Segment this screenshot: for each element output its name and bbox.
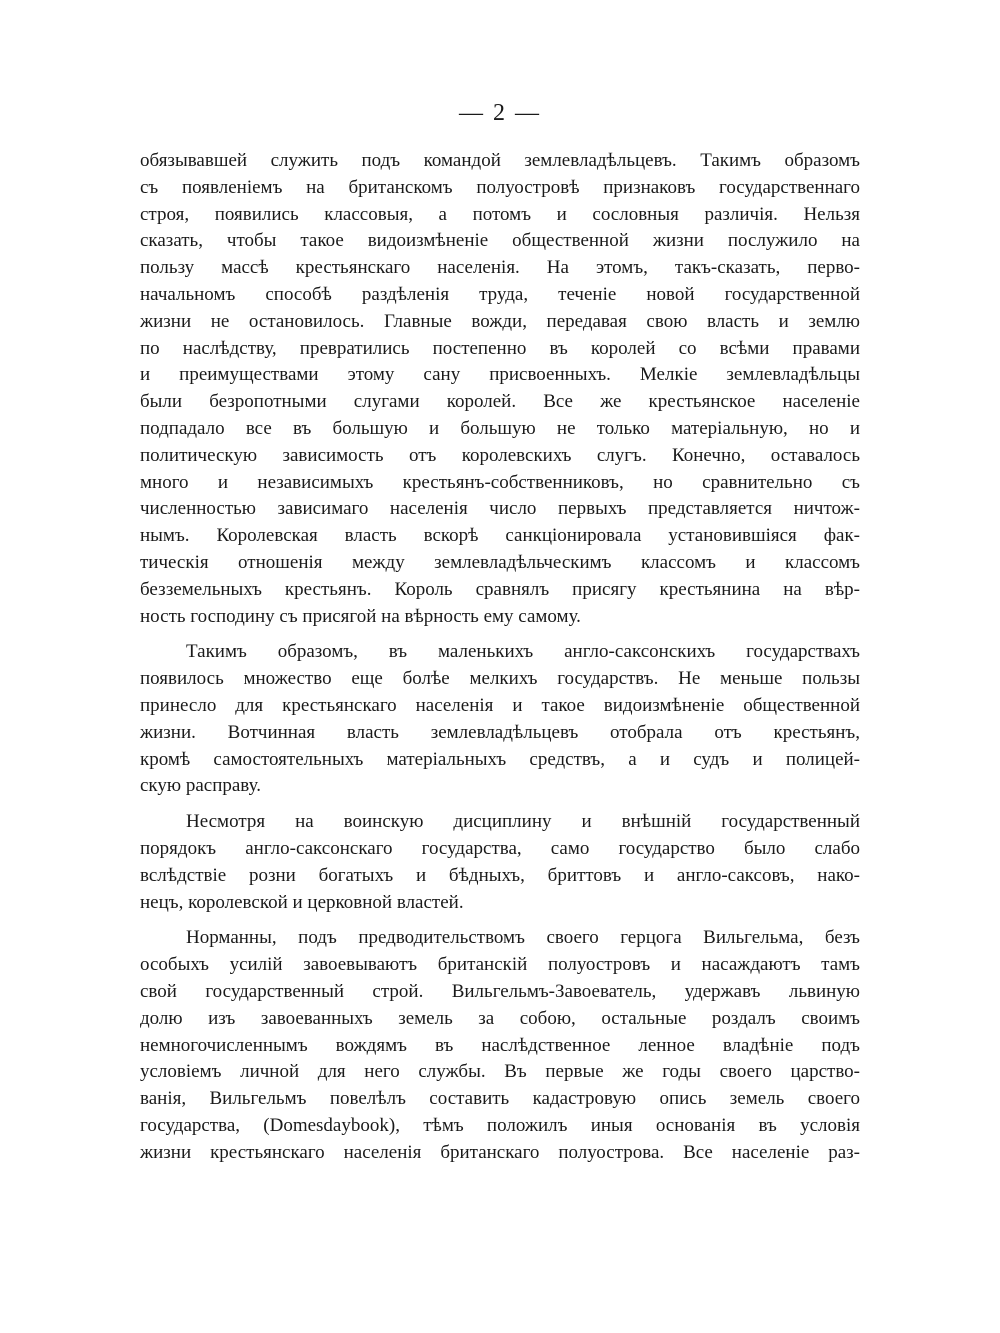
text-line: сказать, чтобы такое видоизмѣненіе общественной жизни послужило на xyxy=(140,230,860,252)
text-line: численностью зависимаго населенія число первыхъ представляется ничтож- xyxy=(140,498,860,520)
page-number: — 2 — xyxy=(459,100,541,126)
text-line: съ появленіемъ на британскомъ полуостровѣ признаковъ государственнаго xyxy=(140,176,860,198)
text-line: и преимуществами этому сану присвоенныхъ. Мелкіе землевладѣльцы xyxy=(140,364,860,386)
text-line: жизни. Вотчинная власть землевладѣльцевъ отобрала отъ крестьянъ, xyxy=(140,721,860,743)
text-line: строя, появились классовыя, а потомъ и сословныя различія. Нельзя xyxy=(140,203,860,225)
paragraph-gap xyxy=(140,630,860,639)
paragraph xyxy=(140,925,860,1166)
text-line: были безропотными слугами королей. Все же крестьянское населеніе xyxy=(140,391,860,413)
text-line: много и независимыхъ крестьянъ-собственниковъ, но сравнительно съ xyxy=(140,471,860,493)
text-line: кромѣ самостоятельныхъ матеріальныхъ средствъ, а и судъ и полицей- xyxy=(140,748,860,770)
text-line: тическія отношенія между землевладѣльческимъ классомъ и классомъ xyxy=(140,551,860,573)
text-line: ванія, Вильгельмъ повелѣлъ составить кадастровую опись земель своего xyxy=(140,1088,860,1110)
paragraph-gap xyxy=(140,916,860,925)
text-line: по наслѣдству, превратились постепенно въ королей со всѣми правами xyxy=(140,337,860,359)
paragraph xyxy=(140,148,860,630)
text-line: подпадало все въ большую и большую не только матеріальную, но и xyxy=(140,417,860,439)
text-line: ность господину съ присягой на вѣрность ему самому. xyxy=(140,605,581,627)
text-line: жизни не остановилось. Главные вожди, передавая свою власть и землю xyxy=(140,310,860,332)
text-line: свой государственный строй. Вильгельмъ-Завоеватель, удержавъ львиную xyxy=(140,980,860,1002)
text-line: Несмотря на воинскую дисциплину и внѣшній государственный xyxy=(186,811,860,833)
text-line: вслѣдствіе розни богатыхъ и бѣдныхъ, бриттовъ и англо-саксовъ, нако- xyxy=(140,864,860,886)
text-line: государства, (Domesdaybook), тѣмъ положилъ иныя основанія въ условія xyxy=(140,1114,860,1136)
text-line: обязывавшей служить подъ командой землевладѣльцевъ. Такимъ образомъ xyxy=(140,150,860,171)
paragraph-gap xyxy=(140,800,860,809)
text-line: появилось множество еще болѣе мелкихъ государствъ. Не меньше пользы xyxy=(140,668,860,690)
text-line: принесло для крестьянскаго населенія и такое видоизмѣненіе общественной xyxy=(140,694,860,716)
body-text xyxy=(140,148,860,1166)
text-line: нецъ, королевской и церковной властей. xyxy=(140,891,464,913)
text-line: жизни крестьянскаго населенія британскаго полуострова. Все населеніе раз- xyxy=(140,1141,860,1163)
text-line: пользу массѣ крестьянскаго населенія. На этомъ, такъ-сказать, перво- xyxy=(140,257,860,279)
text-line: скую расправу. xyxy=(140,775,261,797)
text-line: особыхъ усилій завоевываютъ британскій полуостровъ и насаждаютъ тамъ xyxy=(140,954,860,976)
text-line: немногочисленнымъ вождямъ въ наслѣдственное ленное владѣніе подъ xyxy=(140,1034,860,1056)
paragraph xyxy=(140,639,860,800)
text-line: нымъ. Королевская власть вскорѣ санкціонировала установившіяся фак- xyxy=(140,525,860,547)
text-line: долю изъ завоеванныхъ земель за собою, остальные роздалъ своимъ xyxy=(140,1007,860,1029)
text-line: порядокъ англо-саксонскаго государства, само государство было слабо xyxy=(140,837,860,859)
text-line: Норманны, подъ предводительствомъ своего герцога Вильгельма, безъ xyxy=(186,927,860,949)
text-line: условіемъ личной для него службы. Въ первые же годы своего царство- xyxy=(140,1061,860,1083)
text-line: политическую зависимость отъ королевскихъ слугъ. Конечно, оставалось xyxy=(140,444,860,466)
paragraph xyxy=(140,809,860,916)
text-line: Такимъ образомъ, въ маленькихъ англо-саксонскихъ государствахъ xyxy=(186,641,860,663)
text-line: начальномъ способѣ раздѣленія труда, теченіе новой государственной xyxy=(140,283,860,305)
text-line: безземельныхъ крестьянъ. Король сравнялъ присягу крестьянина на вѣр- xyxy=(140,578,860,600)
